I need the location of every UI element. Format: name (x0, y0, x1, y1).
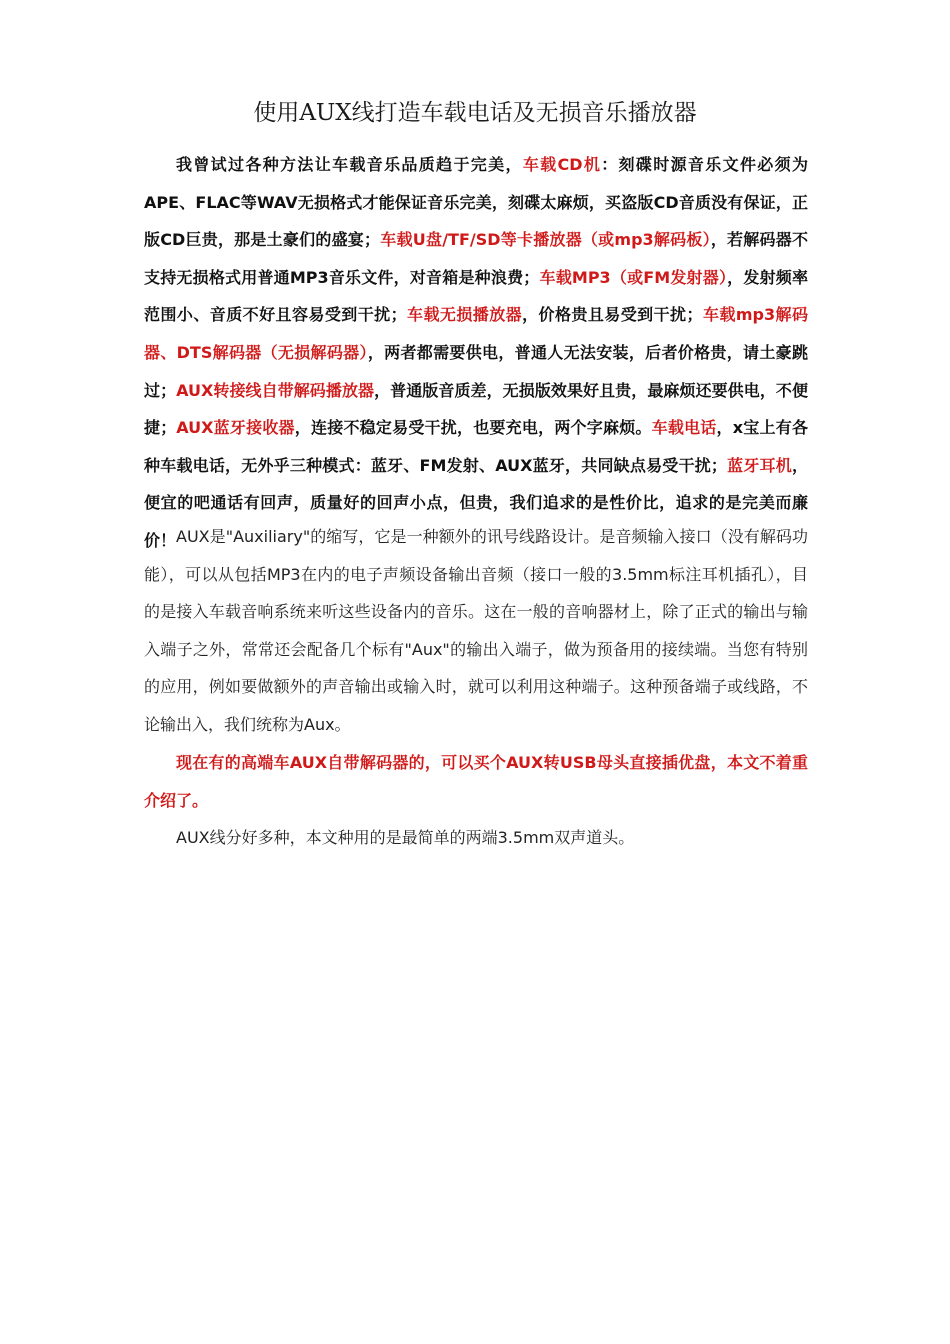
p1-seg-highlight: 蓝牙耳机 (726, 455, 792, 475)
paragraph-comparison (144, 146, 808, 560)
p1-seg: ，普通版音质差，无损版效果好且贵，最麻烦还要供电，不便捷； (144, 380, 808, 438)
p1-seg: ，两者都需要供电，普通人无法安装，后者价格贵，请土豪跳过； (144, 342, 808, 400)
p1-seg-highlight: 车载U盘/TF/SD等卡播放器（或mp3解码板） (380, 230, 711, 250)
paragraph-aux-definition: AUX是"Auxiliary"的缩写，它是一种额外的讯号线路设计。是音频输入接口（没有解码功能），可以从包括MP3在内的电子声频设备输出音频（接口一般的3.5mm标注耳机插孔），目的是接入车载音响系统来听这些设备内的音乐。这在一般的音响器材上，除了正式的输出与输入端子之外，常常还会配备几个标有"Aux"的输出入端子，做为预备用的接续端。当您有特别的应用，例如要做额外的声音输出或输入时，就可以利用这种端子。这种预备端子或线路，不论输出入，我们统称为Aux。 (144, 527, 808, 734)
p1-seg: ，便宜的吧通话有回声，质量好的回声小点，但贵，我们追求的是性价比，追求的是完美而廉价！ (144, 455, 808, 550)
p1-seg: ，连接不稳定易受干扰，也要充电，两个字麻烦。 (294, 418, 652, 438)
p1-seg: ，发射频率范围小、音质不好且容易受到干扰； (144, 267, 808, 325)
p1-seg-highlight: 车载CD机 (522, 155, 602, 174)
p1-seg-highlight: 车载无损播放器 (406, 305, 523, 325)
p1-seg: ，若解码器不支持无损格式用普通MP3音乐文件，对音箱是种浪费； (144, 230, 808, 287)
paragraph-cable-note: AUX线分好多种，本文种用的是最简单的两端3.5mm双声道头。 (176, 828, 635, 847)
p1-seg: ，价格贵且易受到干扰； (522, 305, 703, 325)
document-title: 使用AUX线打造车载电话及无损音乐播放器 (253, 100, 697, 126)
p1-seg-highlight: AUX蓝牙接收器 (176, 418, 295, 438)
p1-seg: 我曾试过各种方法让车载音乐品质趋于完美， (176, 155, 523, 174)
p1-seg-highlight: 车载mp3解码器、DTS解码器（无损解码器） (144, 305, 808, 362)
p1-seg: ：刻碟时源音乐文件必须为APE、FLAC等WAV无损格式才能保证音乐完美，刻碟太麻烦，买盗版CD音质没有保证，正版CD巨贵，那是土豪们的盛宴； (144, 155, 808, 250)
p1-seg: ，x宝上有各种车载电话，无外乎三种模式：蓝牙、FM发射、AUX蓝牙，共同缺点易受干扰； (144, 418, 808, 475)
p1-seg-highlight: 车载电话 (651, 418, 717, 438)
p1-seg-highlight: 车载MP3（或FM发射器） (539, 267, 728, 287)
p1-seg-highlight: AUX转接线自带解码播放器 (176, 380, 375, 400)
paragraph-highend-note: 现在有的高端车AUX自带解码器的，可以买个AUX转USB母头直接插优盘，本文不着重介绍了。 (144, 753, 808, 810)
